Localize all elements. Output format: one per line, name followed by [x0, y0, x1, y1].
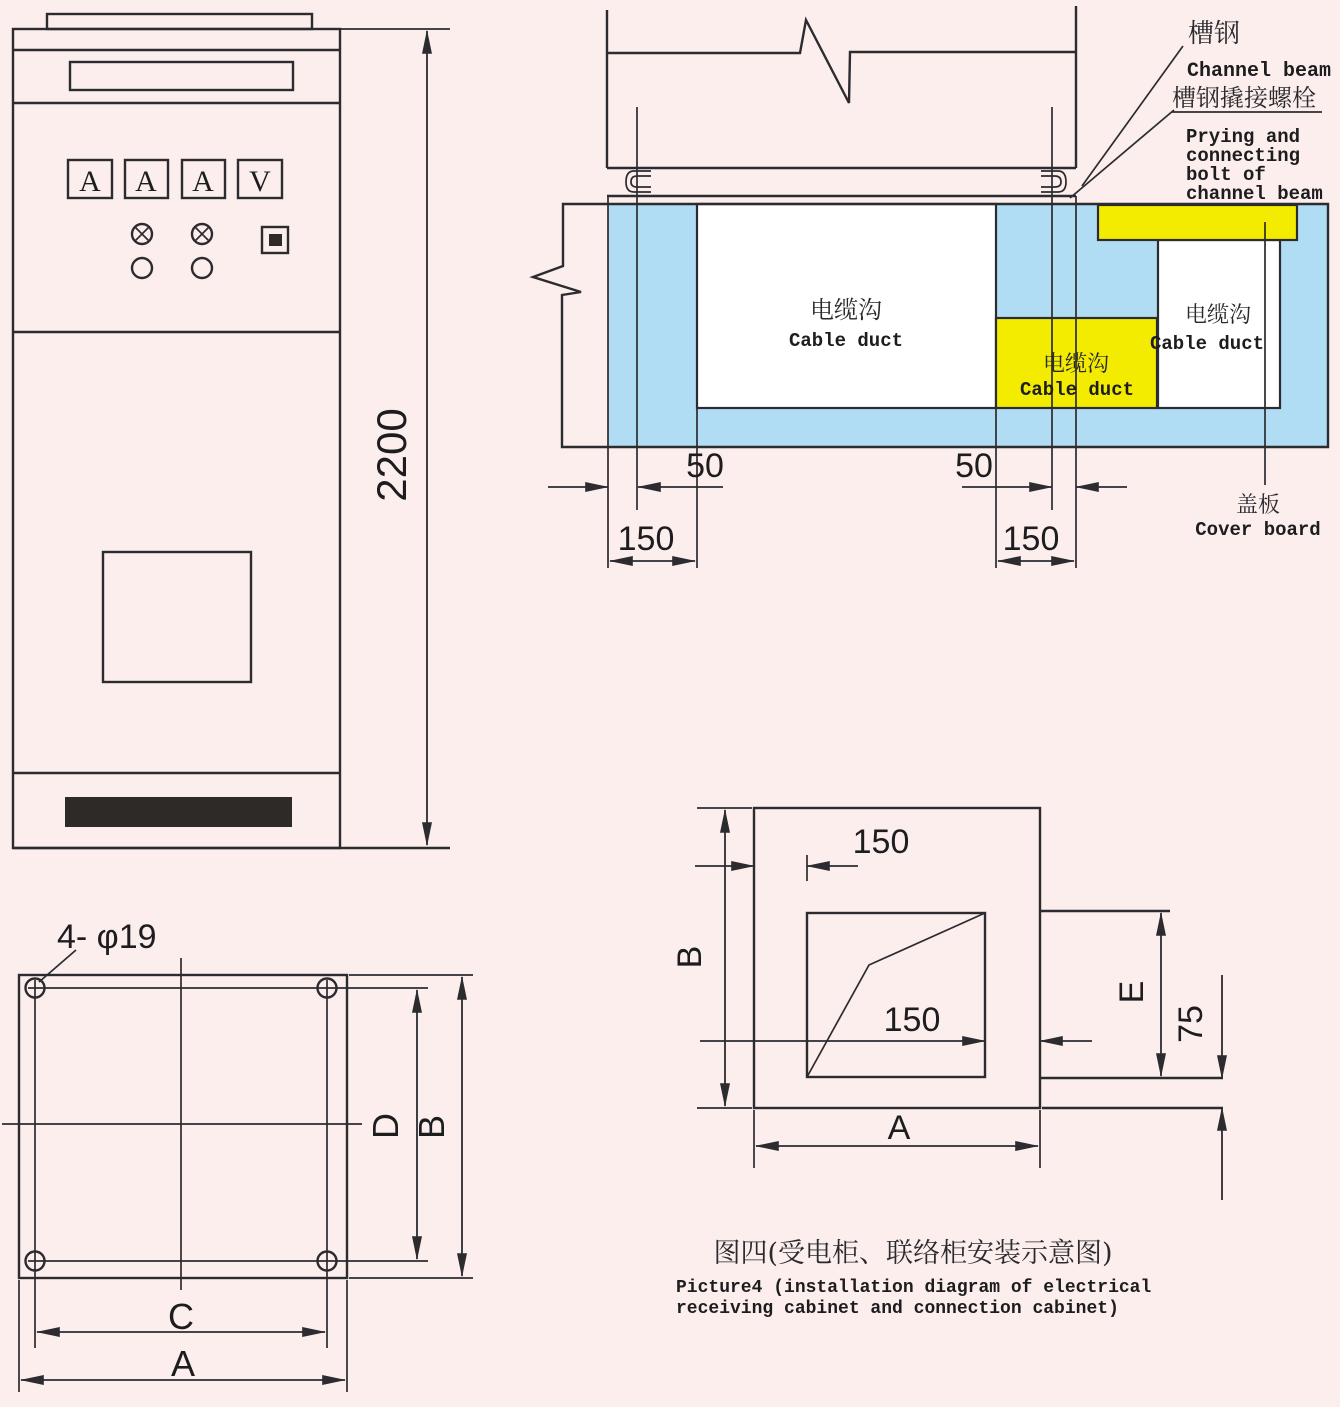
cover-board-label-cn: 盖板	[1235, 493, 1281, 518]
cabinet-top-cap	[47, 14, 312, 29]
cable-duct-label-cn: 电缆沟	[1184, 303, 1252, 328]
dimension-lines	[695, 810, 1222, 1200]
dim-B-label: B	[671, 945, 709, 969]
figure-caption	[676, 1238, 1151, 1319]
dim-150-side-label: 150	[883, 1001, 941, 1039]
channel-beam-label-cn: 槽钢	[1188, 19, 1241, 49]
caption-en-line1: Picture4 (installation diagram of electrical	[676, 1278, 1152, 1298]
leader-line-bolt	[1070, 110, 1174, 198]
channel-profile-right-inner	[1041, 176, 1061, 187]
dim-C-label: C	[168, 1296, 194, 1337]
prying-bolt-label-en: connecting	[1186, 145, 1301, 167]
dim-D-label: D	[365, 1113, 406, 1139]
channel-beam-label-en: Channel beam	[1187, 60, 1332, 83]
cabinet-section-walls	[607, 6, 1076, 168]
cable-duct-label-en: Cable duct	[1149, 333, 1265, 355]
caption-en-line2: receiving cabinet and connection cabinet)	[676, 1299, 1119, 1319]
ammeter-label: A	[79, 165, 101, 198]
duct-plan-view	[671, 808, 1223, 1200]
foundation-section-view	[533, 6, 1331, 568]
prying-bolt-label-en: bolt of	[1186, 164, 1266, 186]
dim-150-left-label: 150	[617, 520, 675, 558]
cable-duct-label-en: Cable duct	[788, 330, 904, 352]
dim-2200-label: 2200	[368, 408, 415, 502]
dim-150-right-label: 150	[1002, 520, 1060, 558]
cover-board-top	[1098, 205, 1297, 240]
foundation-outline	[19, 975, 347, 1278]
pushbutton-icon	[262, 227, 288, 253]
center-lines	[2, 958, 362, 1290]
bolt-hole-lines	[28, 980, 428, 1348]
dim-150-top-label: 150	[852, 823, 910, 861]
duct-opening	[807, 913, 985, 1077]
dim-75-label: 75	[1172, 1005, 1210, 1043]
opening-diagonal	[807, 913, 985, 1077]
ammeter-label: A	[135, 165, 157, 198]
channel-profile-left	[626, 171, 651, 192]
dim-B-label: B	[411, 1114, 452, 1140]
bolt-holes-label: 4- φ19	[57, 918, 157, 956]
break-line	[607, 20, 1076, 103]
prying-bolt-label-en: channel beam	[1186, 183, 1323, 205]
indicator-lamp-icon	[192, 224, 212, 244]
cabinet-window	[103, 552, 251, 682]
meter-row	[68, 160, 282, 198]
channel-profile-left-inner	[631, 176, 651, 187]
extension-lines	[19, 975, 473, 1392]
channel-beam	[607, 168, 1076, 196]
cabinet-outline	[13, 29, 340, 848]
pushbutton-round-icon	[132, 258, 152, 278]
indicator-lamp-icon	[132, 224, 152, 244]
dim-50-left-label: 50	[686, 447, 724, 485]
dimension-lines	[21, 977, 462, 1380]
voltmeter-label: V	[249, 165, 271, 198]
prying-bolt-label-en: Prying and	[1186, 126, 1301, 148]
cable-duct-label-cn: 电缆沟	[1042, 352, 1110, 377]
cable-duct-label-cn: 电缆沟	[810, 296, 882, 324]
pushbutton-round-icon	[192, 258, 212, 278]
ammeter-label: A	[192, 165, 214, 198]
foundation-plan-view	[2, 918, 473, 1392]
prying-bolt-label-cn: 槽钢撬接螺栓	[1172, 84, 1316, 112]
cabinet-nameplate	[70, 62, 293, 90]
channel-profile-right	[1041, 171, 1066, 192]
extension-lines	[697, 808, 1040, 1168]
dim-E-label: E	[1113, 980, 1151, 1004]
cable-duct-label-en: Cable duct	[1019, 379, 1135, 401]
front-elevation-view	[13, 14, 450, 848]
cabinet-vent-grille	[65, 797, 292, 827]
dim-A-label: A	[887, 1109, 911, 1147]
cover-board-label-en: Cover board	[1195, 519, 1321, 541]
caption-cn: 图四(受电柜、联络柜安装示意图)	[713, 1238, 1113, 1269]
dim-A-label: A	[170, 1343, 196, 1384]
dim-50-right-label: 50	[955, 447, 993, 485]
